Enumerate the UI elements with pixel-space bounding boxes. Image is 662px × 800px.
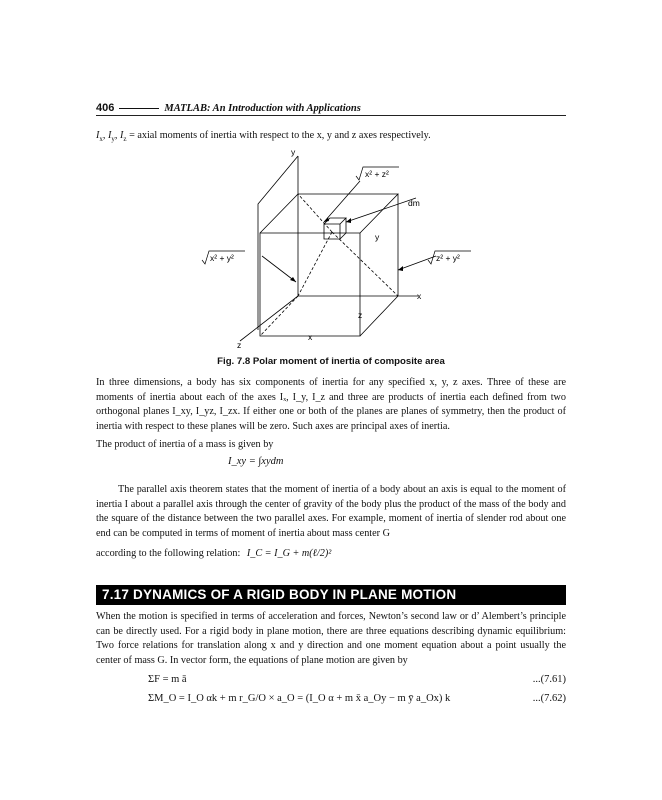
- y-axis-label: y: [291, 147, 296, 157]
- paragraph-plane-motion: When the motion is specified in terms of acceleration and forces, Newton’s second law or d’ Alembert’s principle can be directly used. For a rigid body in plane motion, there are three equations describing dynamic equilibrium: Two force relations for translation along x and y direction and one moment equation about a point usually the center of mass G. In vector form, the equations of plane motion are given by: [96, 611, 566, 666]
- relation-line: according to the following relation: I_C = I_G + m(ℓ/2)²: [96, 548, 332, 559]
- dist-x2z2-dashed: [298, 194, 332, 232]
- header-divider: [96, 115, 566, 116]
- figure-caption: Fig. 7.8 Polar moment of inertia of composite area: [217, 356, 445, 367]
- x-inner-label: x: [308, 332, 313, 342]
- cube-front-face: [260, 233, 363, 336]
- sqrt-x2z2-label: x² + z²: [365, 169, 389, 179]
- axial-moments-line: $I_x$, $I_y$, $I_z$ = axial moments of inertia with respect to the x, y and z axes respectively.: [96, 130, 431, 144]
- dim-x-dashed: [260, 296, 298, 336]
- cube-bottom-edge: [360, 296, 398, 336]
- running-header: [96, 102, 566, 114]
- product-of-inertia-equation: I_xy = ∫xydm: [228, 456, 284, 467]
- x-axis-label: x: [417, 291, 422, 301]
- paragraph-product-of-inertia: The product of inertia of a mass is given by: [96, 439, 274, 450]
- dist-x2y2-dashed: [298, 232, 332, 296]
- paragraph-inertia-components: In three dimensions, a body has six components of inertia for any specified x, y, z axes. Three of these are moments of inertia about each of the axes Iₓ, I_y, I_z and three are products of inertia each defined from two orthogonal planes I_xy, I_yz, I_zx. If either one or both of the planes are planes of symmetry, then the product of inertia with respect to these planes will be zero. Such axes are principal axes of inertia.: [96, 377, 566, 432]
- z-axis-label: z: [237, 340, 242, 350]
- cube-top-edges: [260, 194, 398, 233]
- z-inner-label: z: [358, 310, 363, 320]
- section-heading: 7.17 DYNAMICS OF A RIGID BODY IN PLANE MOTION: [96, 585, 566, 605]
- y-inner-label: y: [375, 232, 380, 242]
- sqrt-x2y2-label: x² + y²: [210, 253, 234, 263]
- running-title: MATLAB: An Introduction with Applications: [164, 102, 361, 114]
- relation-equation: I_C = I_G + m(ℓ/2)²: [246, 548, 332, 559]
- page-number: 406: [96, 102, 115, 114]
- paragraph-parallel-axis: The parallel axis theorem states that the moment of inertia of a body about an axis is equal to the moment of inertia I about a parallel axis through the center of gravity of the body plus the product of the mass of the body and the square of the distance between the two parallel axes. For example, moment of inertia of slender rod about one end can be computed in terms of moment of inertia about mass center G: [96, 484, 566, 539]
- header-rule: [119, 108, 159, 109]
- dist-z2y2-dashed: [332, 232, 398, 296]
- sqrt-z2y2-label: z² + y²: [436, 253, 460, 263]
- back-plane-outline: [258, 156, 298, 330]
- z-axis-line: [240, 296, 298, 341]
- polar-moment-figure: [200, 146, 480, 356]
- dm-label: dm: [408, 198, 420, 208]
